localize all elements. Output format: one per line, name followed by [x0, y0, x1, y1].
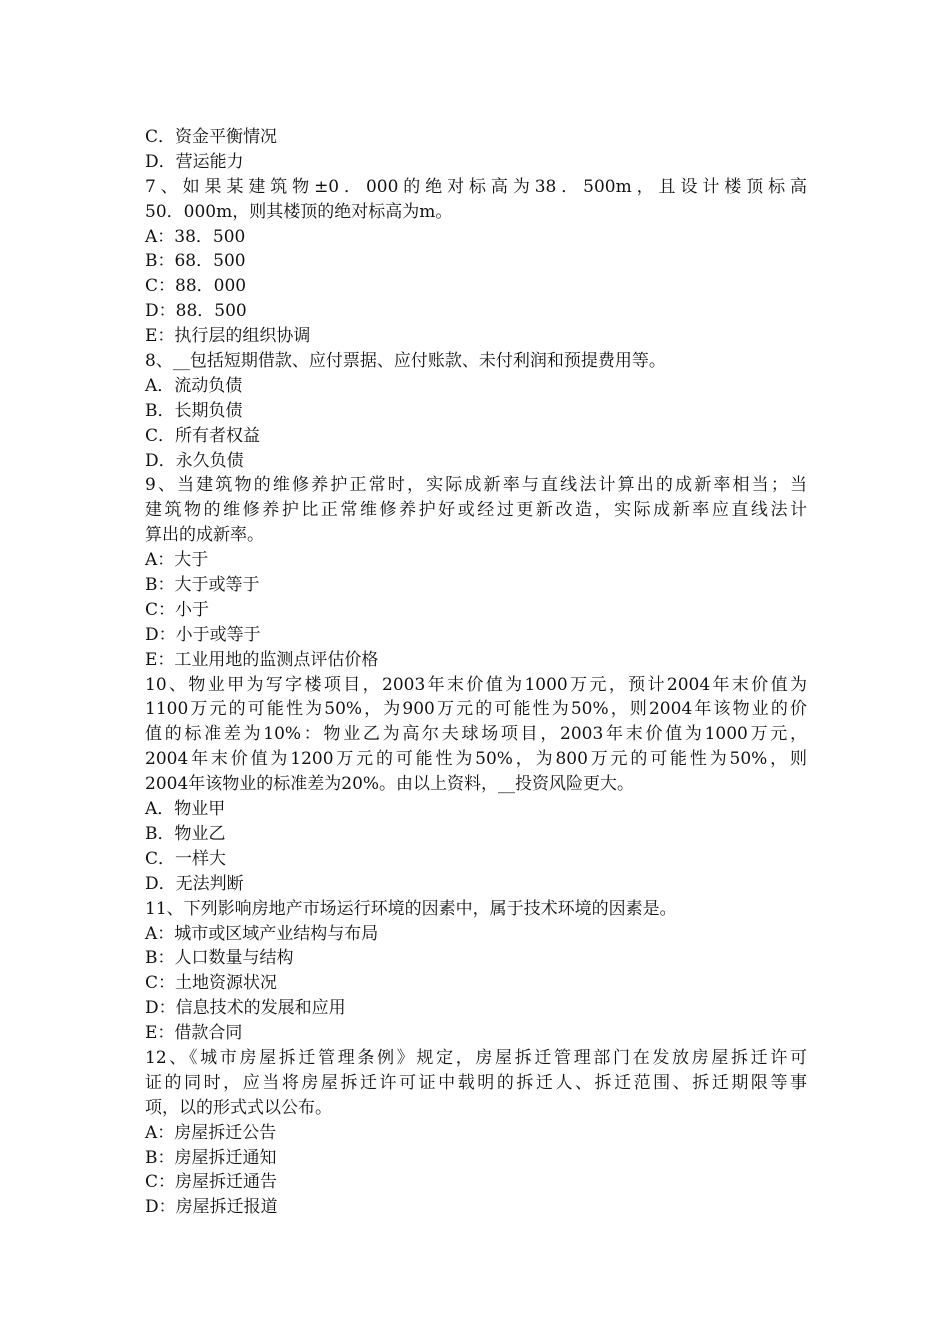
text-line: C：小于	[145, 599, 210, 620]
text-line: D：房屋拆迁报道	[145, 1197, 278, 1218]
text-line: C．一样大	[145, 848, 227, 869]
text-line: D：88．500	[145, 301, 247, 322]
text-line: 11、下列影响房地产市场运行环境的因素中，属于技术环境的因素是。	[145, 898, 677, 919]
document-page	[145, 125, 807, 1220]
text-line: C．资金平衡情况	[145, 127, 278, 147]
text-line: C：土地资源状况	[145, 973, 278, 994]
text-line: B：大于或等于	[145, 575, 260, 596]
text-line: 10、物业甲为写字楼项目，2003年末价值为1000万元，预计2004年末价值为	[145, 674, 807, 695]
text-line: 7、如果某建筑物±0．000的绝对标高为38．500m，且设计楼顶标高	[145, 176, 807, 197]
text-line: 项，以的形式式以公布。	[145, 1097, 332, 1118]
text-line: 2004年末价值为1200万元的可能性为50%，为800万元的可能性为50%，则	[145, 749, 807, 770]
text-line: D．营运能力	[145, 151, 244, 172]
text-line: A：城市或区域产业结构与布局	[145, 923, 379, 944]
text-line: 建筑物的维修养护比正常维修养护好或经过更新改造，实际成新率应直线法计	[145, 500, 807, 521]
text-line: A．物业甲	[145, 799, 226, 820]
text-line: A．流动负债	[145, 375, 243, 396]
text-line: 证的同时，应当将房屋拆迁许可证中载明的拆迁人、拆迁范围、拆迁期限等事	[145, 1072, 807, 1093]
text-line: A：38．500	[145, 226, 246, 247]
text-line: 算出的成新率。	[145, 525, 264, 546]
text-line: 9、当建筑物的维修养护正常时，实际成新率与直线法计算出的成新率相当；当	[145, 475, 807, 496]
text-line: C：房屋拆迁通告	[145, 1172, 278, 1193]
text-line: 12、《城市房屋拆迁管理条例》规定，房屋拆迁管理部门在发放房屋拆迁许可	[145, 1047, 807, 1068]
text-line: B：68．500	[145, 251, 246, 272]
text-line: 1100万元的可能性为50%，为900万元的可能性为50%，则2004年该物业的价	[145, 699, 807, 720]
text-line: E：执行层的组织协调	[145, 326, 311, 347]
text-line: 值的标准差为10%：物业乙为高尔夫球场项目，2003年末价值为1000万元，	[145, 724, 807, 745]
text-line: C：88．000	[145, 276, 247, 297]
text-line: D：信息技术的发展和应用	[145, 998, 346, 1019]
text-line: A：大于	[145, 550, 209, 571]
text-line: 2004年该物业的标准差为20%。由以上资料，__投资风险更大。	[145, 774, 635, 795]
text-line: B：人口数量与结构	[145, 948, 294, 969]
text-line: D．永久负债	[145, 450, 244, 471]
text-line: E：工业用地的监测点评估价格	[145, 649, 379, 670]
text-line: E：借款合同	[145, 1023, 243, 1044]
text-line: 50．000m，则其楼顶的绝对标高为m。	[145, 201, 453, 222]
text-line: B．物业乙	[145, 823, 226, 844]
text-line: A：房屋拆迁公告	[145, 1122, 277, 1143]
text-line: D．无法判断	[145, 873, 244, 894]
text-line: 8、__包括短期借款、应付票据、应付账款、未付利润和预提费用等。	[145, 351, 666, 372]
text-line: B：房屋拆迁通知	[145, 1147, 277, 1168]
text-line: C．所有者权益	[145, 425, 261, 446]
text-line: D：小于或等于	[145, 624, 261, 645]
text-line: B．长期负债	[145, 400, 243, 421]
